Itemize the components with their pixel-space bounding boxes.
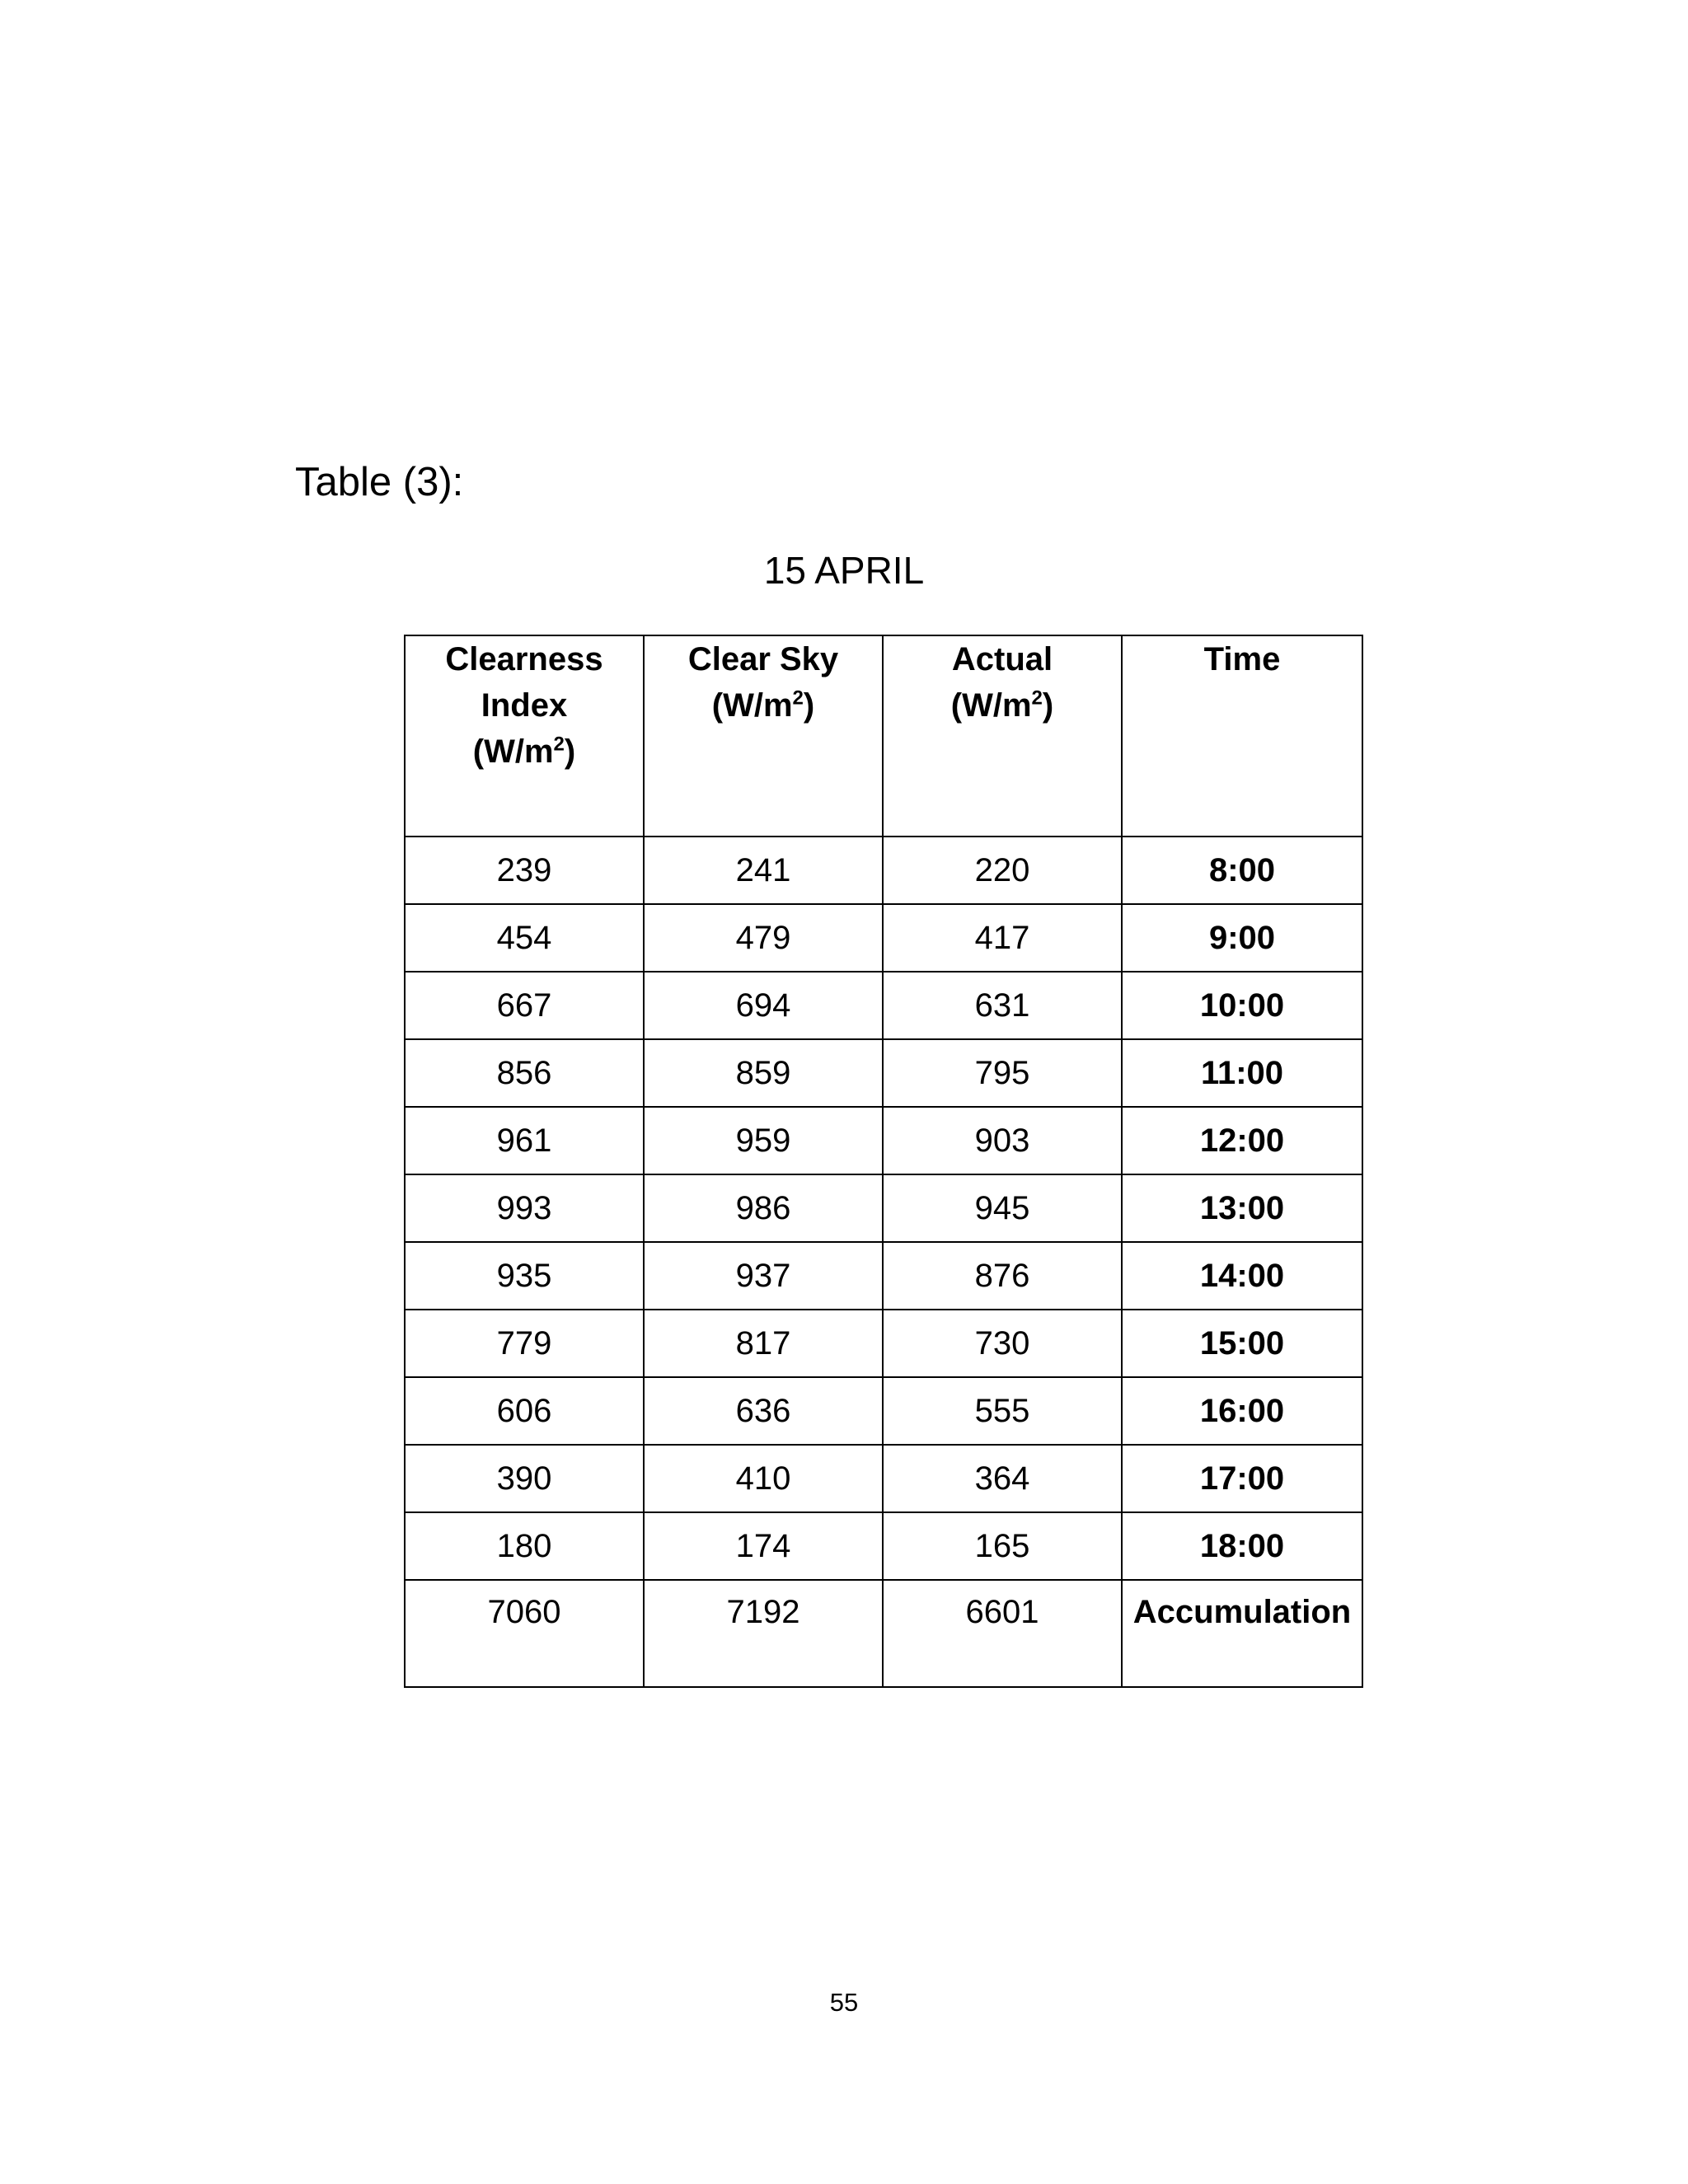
clear-sky-cell: 479	[644, 904, 883, 972]
time-cell: 11:00	[1122, 1039, 1362, 1107]
header-line: Clearness	[445, 641, 603, 677]
table-row	[405, 1377, 1362, 1445]
actual-cell: 364	[883, 1445, 1122, 1512]
accumulation-label: Accumulation	[1122, 1580, 1362, 1687]
clearness-index-total: 7060	[405, 1580, 644, 1687]
time-cell: 9:00	[1122, 904, 1362, 972]
header-unit	[409, 729, 640, 775]
actual-cell: 730	[883, 1310, 1122, 1377]
clearness-index-cell: 667	[405, 972, 644, 1039]
header-actual	[883, 635, 1122, 837]
clearness-index-cell: 390	[405, 1445, 644, 1512]
header-line: Clear Sky	[687, 641, 839, 677]
clear-sky-cell: 937	[644, 1242, 883, 1310]
table-row	[405, 1310, 1362, 1377]
page-number: 55	[829, 1988, 859, 2017]
time-cell: 10:00	[1122, 972, 1362, 1039]
time-cell: 16:00	[1122, 1377, 1362, 1445]
actual-cell: 417	[883, 904, 1122, 972]
table-row	[405, 1174, 1362, 1242]
actual-cell: 165	[883, 1512, 1122, 1580]
table-row	[405, 904, 1362, 972]
clear-sky-cell: 959	[644, 1107, 883, 1174]
table-subtitle: 15 APRIL	[763, 549, 925, 592]
clear-sky-cell: 174	[644, 1512, 883, 1580]
clearness-index-cell: 180	[405, 1512, 644, 1580]
clear-sky-cell: 859	[644, 1039, 883, 1107]
header-unit	[887, 682, 1118, 729]
actual-cell: 631	[883, 972, 1122, 1039]
clearness-index-cell: 239	[405, 837, 644, 904]
clearness-index-cell: 856	[405, 1039, 644, 1107]
unit-close: )	[1042, 687, 1054, 724]
unit-base: (W/m	[472, 733, 554, 770]
clearness-index-cell: 993	[405, 1174, 644, 1242]
clear-sky-cell: 817	[644, 1310, 883, 1377]
clearness-index-cell: 606	[405, 1377, 644, 1445]
clearness-index-cell: 961	[405, 1107, 644, 1174]
header-clear-sky	[644, 635, 883, 837]
header-clearness-index	[405, 635, 644, 837]
table-row	[405, 1039, 1362, 1107]
clearness-index-cell: 935	[405, 1242, 644, 1310]
table-row	[405, 1512, 1362, 1580]
time-cell: 13:00	[1122, 1174, 1362, 1242]
table-row	[405, 1242, 1362, 1310]
actual-cell: 903	[883, 1107, 1122, 1174]
actual-cell: 876	[883, 1242, 1122, 1310]
unit-base: (W/m	[950, 687, 1032, 724]
time-cell: 18:00	[1122, 1512, 1362, 1580]
time-cell: 14:00	[1122, 1242, 1362, 1310]
time-cell: 15:00	[1122, 1310, 1362, 1377]
actual-total: 6601	[883, 1580, 1122, 1687]
clear-sky-cell: 410	[644, 1445, 883, 1512]
table-row	[405, 1107, 1362, 1174]
header-time	[1122, 635, 1362, 837]
header-line: Time	[1203, 641, 1281, 677]
actual-cell: 795	[883, 1039, 1122, 1107]
header-line: Index	[481, 687, 568, 724]
clear-sky-cell: 636	[644, 1377, 883, 1445]
header-line: Actual	[951, 641, 1053, 677]
clearness-index-cell: 779	[405, 1310, 644, 1377]
unit-exponent: 2	[1031, 687, 1043, 710]
irradiance-table	[404, 635, 1363, 1688]
actual-cell: 945	[883, 1174, 1122, 1242]
unit-close: )	[803, 687, 815, 724]
time-cell: 8:00	[1122, 837, 1362, 904]
table-caption: Table (3):	[295, 460, 464, 504]
actual-cell: 220	[883, 837, 1122, 904]
time-cell: 17:00	[1122, 1445, 1362, 1512]
clearness-index-cell: 454	[405, 904, 644, 972]
unit-base: (W/m	[711, 687, 793, 724]
table-row	[405, 972, 1362, 1039]
table-row	[405, 837, 1362, 904]
clear-sky-cell: 241	[644, 837, 883, 904]
time-cell: 12:00	[1122, 1107, 1362, 1174]
clear-sky-cell: 694	[644, 972, 883, 1039]
unit-exponent: 2	[792, 687, 804, 710]
unit-exponent: 2	[553, 733, 565, 756]
clear-sky-total: 7192	[644, 1580, 883, 1687]
accumulation-row	[405, 1580, 1362, 1687]
header-unit	[648, 682, 879, 729]
actual-cell: 555	[883, 1377, 1122, 1445]
table-header-row	[405, 635, 1362, 837]
unit-close: )	[564, 733, 576, 770]
clear-sky-cell: 986	[644, 1174, 883, 1242]
table-row	[405, 1445, 1362, 1512]
